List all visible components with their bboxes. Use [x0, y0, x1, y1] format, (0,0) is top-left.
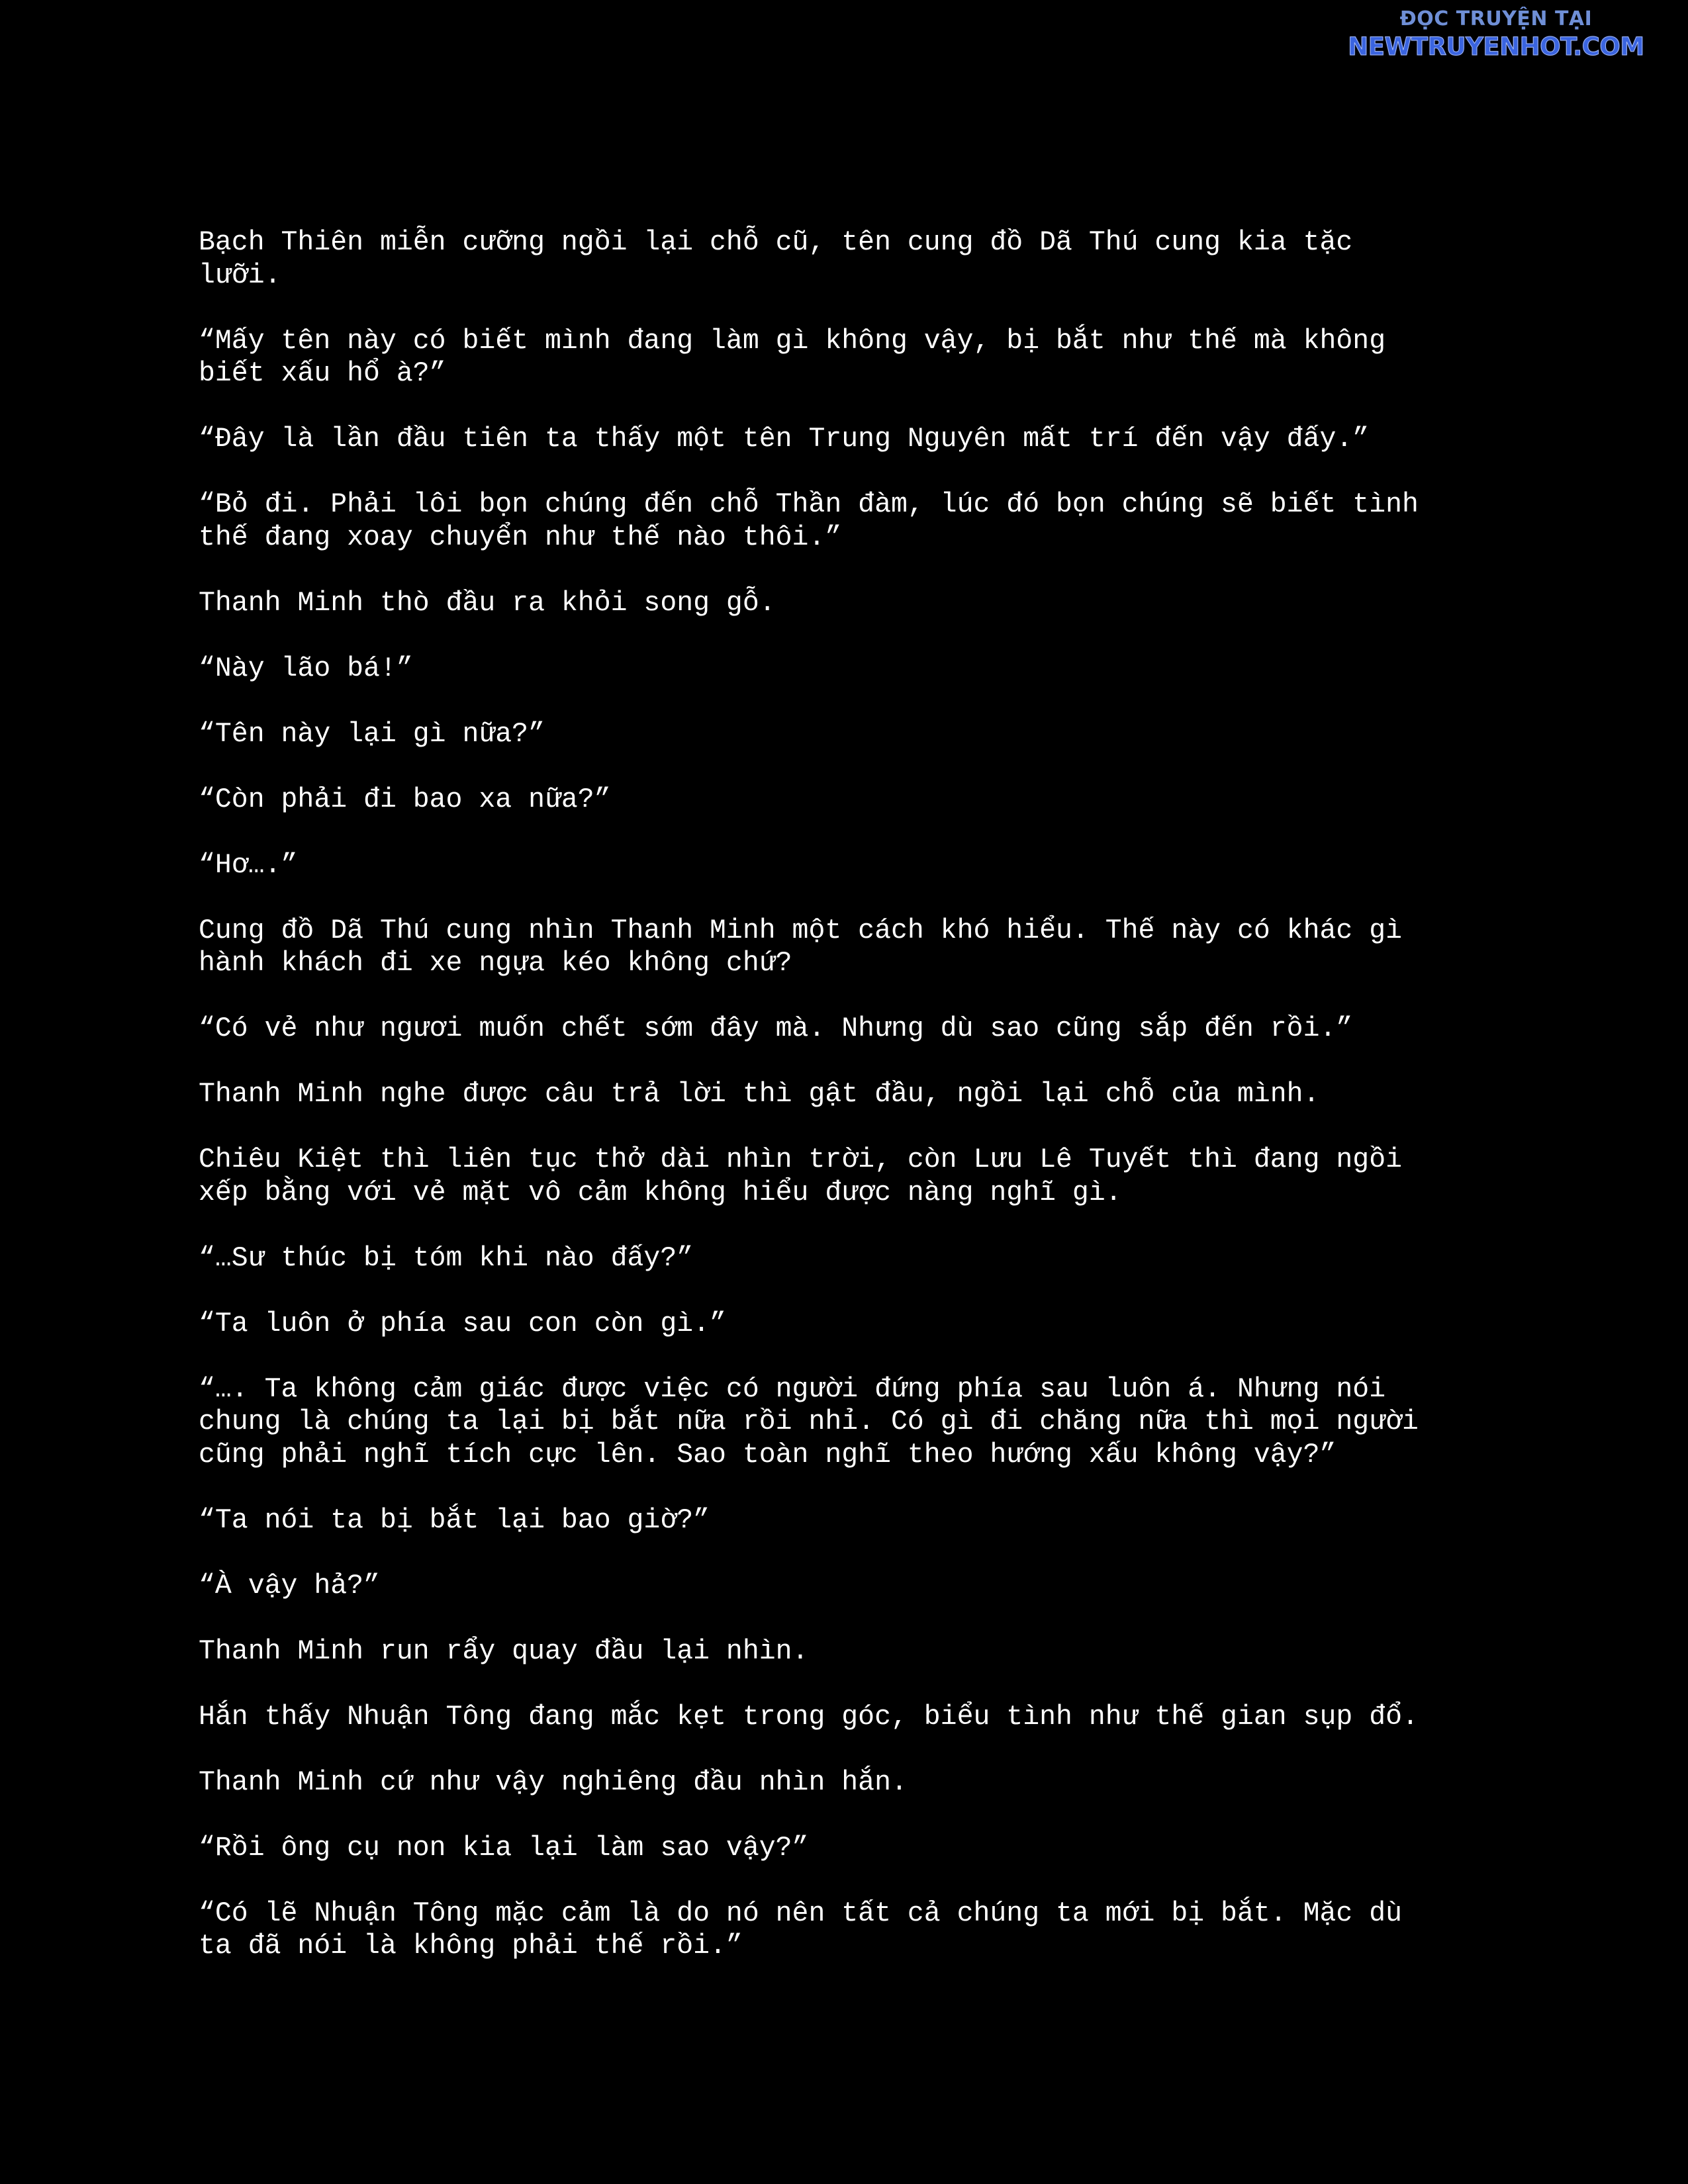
paragraph-11: “Có vẻ như ngươi muốn chết sớm đây mà. Nhưng dù sao cũng sắp đến rồi.”: [199, 1013, 1353, 1044]
paragraph-10: Cung đồ Dã Thú cung nhìn Thanh Minh một cách khó hiểu. Thế này có khác gì hành khách đi xe ngựa kéo không chứ?: [199, 915, 1402, 979]
paragraph-16: “…. Ta không cảm giác được việc có người đứng phía sau luôn á. Nhưng nói chung là chúng ta lại bị bắt nữa rồi nhỉ. Có gì đi chăng nữa thì mọi người cũng phải nghĩ tích cực lên. Sao toàn nghĩ theo hướng xấu không vậy?”: [199, 1373, 1419, 1471]
paragraph-19: Thanh Minh run rẩy quay đầu lại nhìn.: [199, 1635, 809, 1667]
paragraph-21: Thanh Minh cứ như vậy nghiêng đầu nhìn hắn.: [199, 1766, 908, 1798]
paragraph-18: “À vậy hả?”: [199, 1570, 380, 1602]
watermark-line1: ĐỌC TRUYỆN TẠI: [1399, 7, 1593, 30]
paragraph-22: “Rồi ông cụ non kia lại làm sao vậy?”: [199, 1832, 809, 1864]
paragraph-15: “Ta luôn ở phía sau con còn gì.”: [199, 1308, 726, 1340]
paragraph-1: Bạch Thiên miễn cưỡng ngồi lại chỗ cũ, tên cung đồ Dã Thú cung kia tặc lưỡi.: [199, 227, 1353, 291]
paragraph-14: “…Sư thúc bị tóm khi nào đấy?”: [199, 1242, 694, 1274]
paragraph-7: “Tên này lại gì nữa?”: [199, 718, 545, 750]
paragraph-2: “Mấy tên này có biết mình đang làm gì không vậy, bị bắt như thế mà không biết xấu hổ à?”: [199, 325, 1386, 389]
watermark-logo: [1324, 9, 1668, 59]
paragraph-12: Thanh Minh nghe được câu trả lời thì gật đầu, ngồi lại chỗ của mình.: [199, 1079, 1320, 1110]
watermark-line2: NEWTRUYENHOT.COM: [1348, 32, 1644, 61]
paragraph-8: “Còn phải đi bao xa nữa?”: [199, 784, 611, 815]
paragraph-20: Hắn thấy Nhuận Tông đang mắc kẹt trong góc, biểu tình như thế gian sụp đổ.: [199, 1701, 1419, 1733]
paragraph-6: “Này lão bá!”: [199, 653, 413, 684]
paragraph-13: Chiêu Kiệt thì liên tục thở dài nhìn trời, còn Lưu Lê Tuyết thì đang ngồi xếp bằng với vẻ mặt vô cảm không hiểu được nàng nghĩ gì.: [199, 1144, 1402, 1208]
paragraph-4: “Bỏ đi. Phải lôi bọn chúng đến chỗ Thần đàm, lúc đó bọn chúng sẽ biết tình thế đang xoay chuyển như thế nào thôi.”: [199, 489, 1419, 553]
paragraph-5: Thanh Minh thò đầu ra khỏi song gỗ.: [199, 587, 776, 619]
paragraph-3: “Đây là lần đầu tiên ta thấy một tên Trung Nguyên mất trí đến vậy đấy.”: [199, 424, 1370, 455]
story-text: [199, 226, 1516, 1995]
paragraph-23: “Có lẽ Nhuận Tông mặc cảm là do nó nên tất cả chúng ta mới bị bắt. Mặc dù ta đã nói là không phải thế rồi.”: [199, 1897, 1402, 1962]
paragraph-17: “Ta nói ta bị bắt lại bao giờ?”: [199, 1504, 710, 1536]
paragraph-9: “Hơ….”: [199, 849, 298, 881]
